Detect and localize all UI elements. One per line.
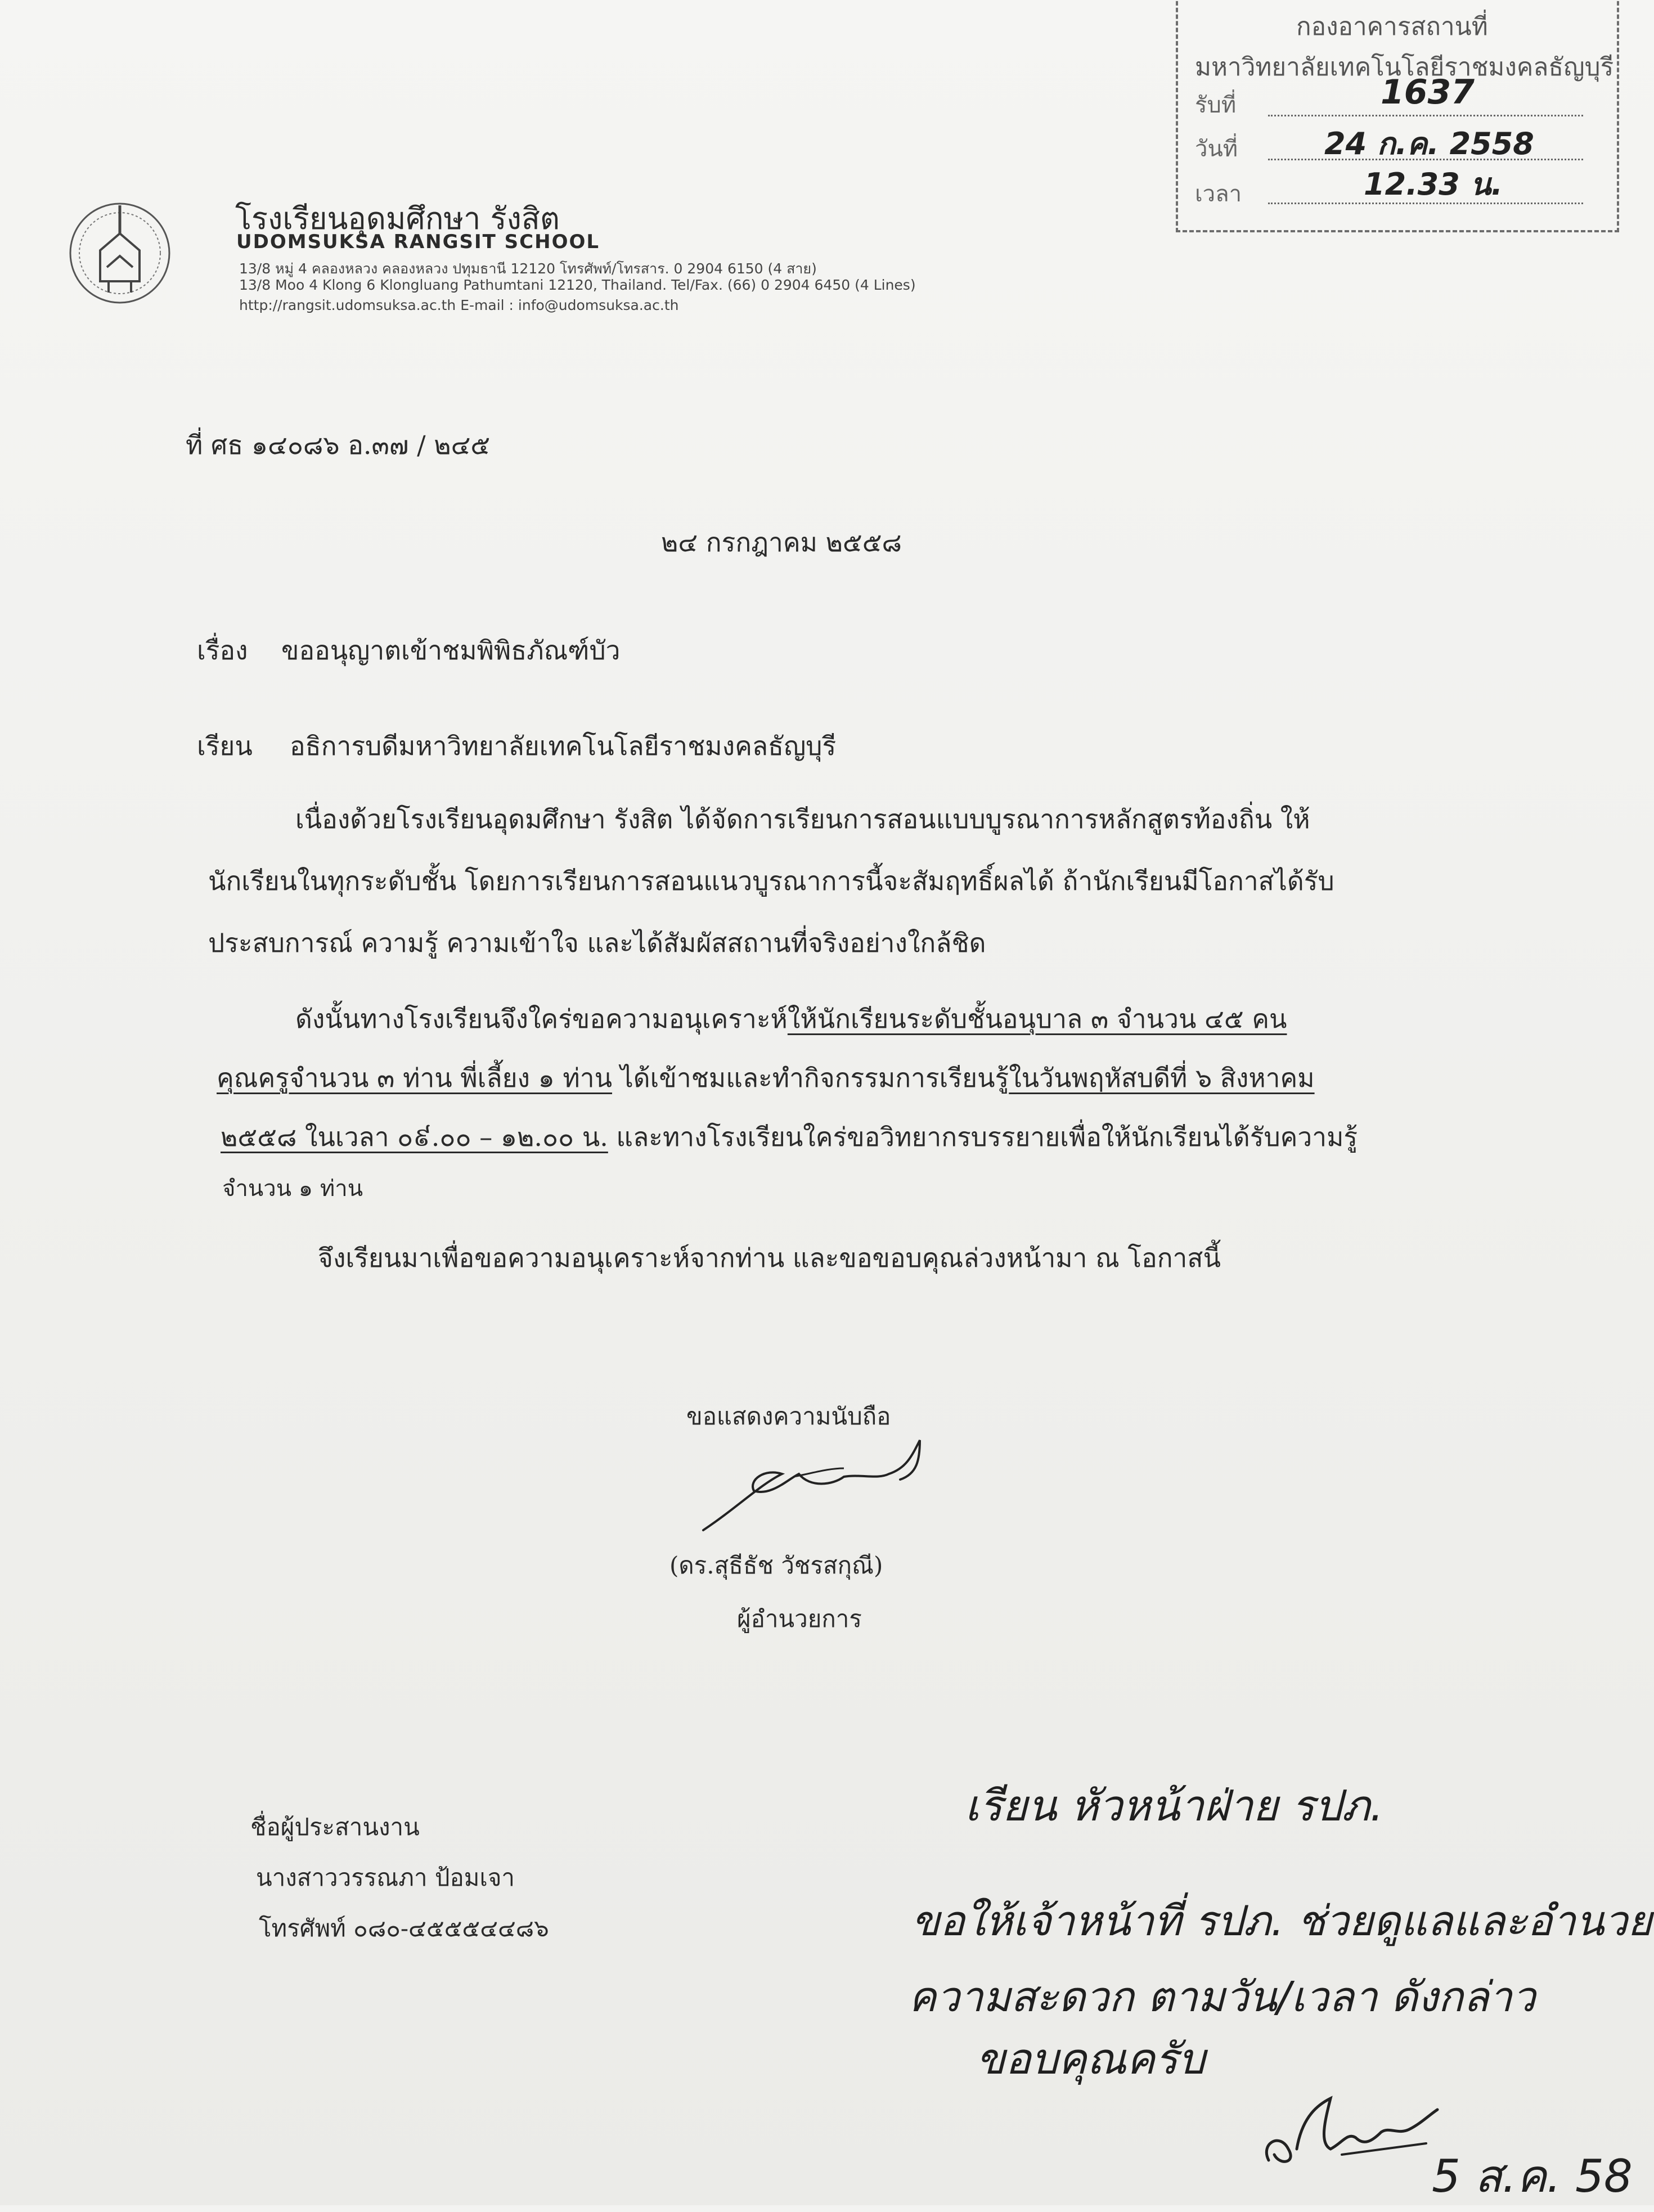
salutation-label: เรียน bbox=[197, 731, 253, 761]
stamp-label-date: วันที่ bbox=[1195, 136, 1238, 162]
handwritten-note-line-3: ความสะดวก ตามวัน/เวลา ดังกล่าว bbox=[909, 1973, 1536, 2021]
stamp-org: มหาวิทยาลัยเทคโนโลยีราชมงคลธัญบุรี bbox=[1195, 53, 1614, 82]
paragraph-2-line-3-rest: และทางโรงเรียนใคร่ขอวิทยากรบรรยายเพื่อให้นักเรียนได้รับความรู้ bbox=[608, 1122, 1358, 1152]
stamp-label-received-no: รับที่ bbox=[1195, 92, 1237, 118]
paragraph-2-line-1-underlined: ให้นักเรียนระดับชั้นอนุบาล ๓ จำนวน ๔๕ คน bbox=[787, 1004, 1287, 1034]
regards: ขอแสดงความนับถือ bbox=[686, 1402, 891, 1430]
contact-label: ชื่อผู้ประสานงาน bbox=[250, 1813, 420, 1841]
stamp-value-received-no: 1637 bbox=[1381, 73, 1475, 112]
stamp-title: กองอาคารสถานที่ bbox=[1296, 12, 1488, 41]
reference-number: ที่ ศธ ๑๔๐๘๖ อ.๓๗ / ๒๔๕ bbox=[186, 430, 491, 460]
paragraph-1-line-1: เนื่องด้วยโรงเรียนอุดมศึกษา รังสิต ได้จัดการเรียนการสอนแบบบูรณาการหลักสูตรท้องถิ่น ให้ bbox=[295, 804, 1310, 834]
stamp-value-date: 24 ก.ค. 2558 bbox=[1324, 126, 1534, 161]
closing-sentence: จึงเรียนมาเพื่อขอความอนุเคราะห์จากท่าน และขอขอบคุณล่วงหน้ามา ณ โอกาสนี้ bbox=[318, 1243, 1221, 1273]
paragraph-2-line-1 bbox=[295, 999, 1287, 1040]
paragraph-2-line-3 bbox=[221, 1117, 1358, 1159]
subject-text: ขออนุญาตเข้าชมพิพิธภัณฑ์บัว bbox=[281, 635, 621, 666]
paragraph-2-line-2 bbox=[217, 1058, 1315, 1099]
paragraph-2-line-1-lead: ดังนั้นทางโรงเรียนจึงใคร่ขอความอนุเคราะห์ bbox=[295, 1004, 788, 1034]
paragraph-2-line-2-underlined-b: ในวันพฤหัสบดีที่ ๖ สิงหาคม bbox=[1009, 1063, 1315, 1093]
recipient: อธิการบดีมหาวิทยาลัยเทคโนโลยีราชมงคลธัญบุรี bbox=[290, 731, 837, 761]
letter-date: ๒๔ กรกฎาคม ๒๕๕๘ bbox=[661, 527, 902, 558]
stamp-value-time: 12.33 น. bbox=[1364, 167, 1503, 202]
school-web-email: http://rangsit.udomsuksa.ac.th E-mail : info@udomsuksa.ac.th bbox=[239, 297, 679, 313]
school-name-thai: โรงเรียนอุดมศึกษา รังสิต bbox=[235, 201, 560, 236]
paragraph-1-line-3: ประสบการณ์ ความรู้ ความเข้าใจ และได้สัมผัสสถานที่จริงอย่างใกล้ชิด bbox=[208, 928, 986, 958]
school-address-thai: 13/8 หมู่ 4 คลองหลวง คลองหลวง ปทุมธานี 12120 โทรศัพท์/โทรสาร. 0 2904 6150 (4 สาย) bbox=[239, 260, 817, 277]
paragraph-2-line-3-underlined: ๒๕๕๘ ในเวลา ๐៩.๐๐ – ๑๒.๐๐ น. bbox=[221, 1122, 608, 1152]
contact-name: นางสาววรรณภา ป้อมเจา bbox=[256, 1864, 515, 1891]
paragraph-2-line-4: จำนวน ๑ ท่าน bbox=[222, 1176, 363, 1202]
school-name-english: UDOMSUKSA RANGSIT SCHOOL bbox=[236, 231, 600, 253]
paragraph-2-line-2-underlined-a: คุณครูจำนวน ๓ ท่าน พี่เลี้ยง ๑ ท่าน bbox=[217, 1063, 613, 1093]
received-stamp bbox=[1176, 0, 1619, 232]
signer-name: (ดร.สุธีธัช วัชรสกุณี) bbox=[669, 1552, 883, 1579]
subject-label: เรื่อง bbox=[197, 635, 248, 666]
handwritten-note-line-2: ขอให้เจ้าหน้าที่ รปภ. ช่วยดูแลและอำนวย bbox=[911, 1897, 1652, 1945]
signer-title: ผู้อำนวยการ bbox=[737, 1605, 862, 1633]
school-emblem-icon bbox=[66, 183, 173, 323]
school-address-english: 13/8 Moo 4 Klong 6 Klongluang Pathumtani 12120, Thailand. Tel/Fax. (66) 0 2904 6450 (4 Lines) bbox=[239, 277, 916, 293]
handwritten-note-line-1: เรียน หัวหน้าฝ่าย รปภ. bbox=[965, 1781, 1384, 1831]
paragraph-2-line-2-mid: ได้เข้าชมและทำกิจกรรมการเรียนรู้ bbox=[612, 1063, 1009, 1093]
paragraph-1-line-2: นักเรียนในทุกระดับชั้น โดยการเรียนการสอนแนวบูรณาการนี้จะสัมฤทธิ์ผลได้ ถ้านักเรียนมีโอกาสได้รับ bbox=[208, 866, 1334, 896]
director-signature bbox=[698, 1435, 934, 1536]
school-logo bbox=[66, 183, 173, 323]
handwritten-note-line-4: ขอบคุณครับ bbox=[976, 2034, 1206, 2084]
handwritten-note-date: 5 ส.ค. 58 bbox=[1432, 2150, 1633, 2202]
contact-phone: โทรศัพท์ ๐๘๐-๔๕๕๕๔๔๘๖ bbox=[259, 1914, 549, 1942]
stamp-label-time: เวลา bbox=[1195, 181, 1242, 207]
handwritten-initials-signature bbox=[1257, 2081, 1443, 2171]
